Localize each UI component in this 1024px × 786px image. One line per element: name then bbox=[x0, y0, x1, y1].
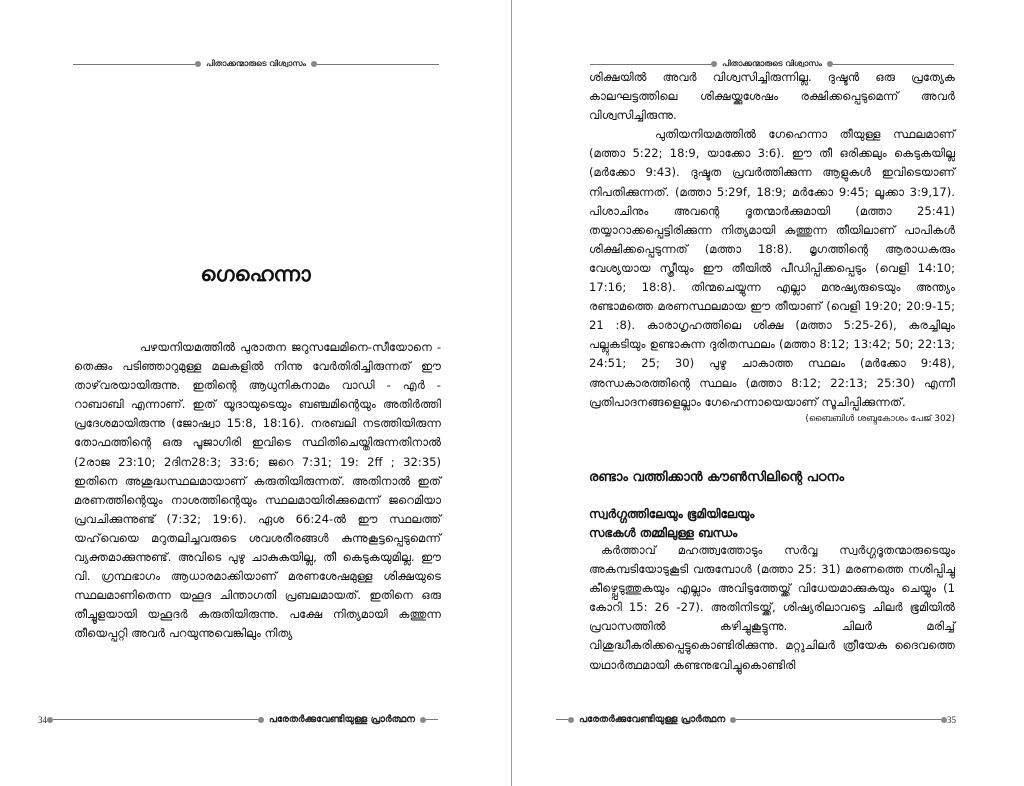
citation: (ബൈബിൾ ശബ്ദകോശം പേജ് 302) bbox=[805, 413, 955, 424]
running-footer bbox=[38, 714, 438, 725]
running-footer-text: പരേതർക്കുവേണ്ടിയുള്ള പ്രാർത്ഥന bbox=[579, 714, 726, 725]
body-text bbox=[589, 541, 955, 675]
footer-rule bbox=[53, 719, 258, 720]
paragraph: പഴയനിയമത്തിൽ പുരാതന ജറുസലേമിനെ-സീയോനെ - തെക്കും പടിഞ്ഞാറുമുള്ള മലകളിൽ നിന്നു വേർതിരിച്ചിരുന്നത് ഈ താഴ്‌വരയായിരുന്നു. ഇതിന്റെ ആധുനികനാമം വാഡി - എർ - റാബാബി എന്നാണ്. ഇത് യൂദായുടെയും ബഞ്ചമിന്റെയും അതിർത്തി പ്രദേശമായിരുന്നു (ജോഷ്വാ 15:8, 18:16). നരബലി നടത്തിയിരുന്ന തോഫത്തിന്റെ ഒരു പൂജാഗിരി ഇവിടെ സ്ഥിതിചെയ്തിരുന്നതിനാൽ (2രാജ 23:10; 2ദിന28:3; 33:6; ജറെ 7:31; 19: 2ff ; 32:35) ഇതിനെ അശുദ്ധസ്ഥലമായാണ് കരുതിയിരുന്നത്. അതിനാൽ ഇത് മരണത്തിന്റെയും നാശത്തിന്റെയും സ്ഥലമായിരിക്കുമെന്ന് ജറെമിയാ പ്രവചിക്കുന്നുണ്ട് (7:32; 19:6). ഏശ 66:24-ൽ ഈ സ്ഥലത്ത് യഹ്‌വെയെ മറുതലിച്ചവരുടെ ശവശരീരങ്ങൾ കുന്നുകൂട്ടപ്പെടുമെന്ന് വ്യക്തമാക്കുന്നുണ്ട്. അവിടെ പുഴു ചാകുകയില്ല, തീ കെടുകയുമില്ല. ഈ വി. ഗ്രന്ഥഭാഗം ആധാരമാക്കിയാണ് മരണശേഷമുള്ള ശിക്ഷയുടെ സ്ഥലമാണിതെന്ന യഹൂദ ചിന്താഗതി പ്രബലമായത്. ഇതിനെ ഒരു തീച്ചൂളയായി യഹൂദർ കരുതിയിരുന്നു. പക്ഷേ നിത്യമായി കത്തുന്ന തീയെപ്പറ്റി അവർ പറയുന്നുവെങ്കിലും നിത്യ bbox=[74, 340, 441, 641]
paragraph: പുതിയനിയമത്തിൽ ഗേഹെന്നാ തീയുള്ള സ്ഥലമാണ് (മത്താ 5:22; 18:9, യാക്കോ 3:6). ഈ തീ ഒരിക്കലും കെടുകയില്ല (മർക്കോ 9:43). ദുഷ്ടത പ്രവർത്തിക്കുന്ന ആളുകൾ ഇവിടെയാണ് നിപതിക്കുന്നത്. (മത്താ 5:29f, 18:9; മർക്കോ 9:45; ലൂക്കാ 3:9,17). പിശാചിനും അവന്റെ ദൂതന്മാർക്കുമായി (മത്താ 25:41) തയ്യാറാക്കപ്പെട്ടിരിക്കുന്ന നിത്യമായി കത്തുന്ന തീയിലാണ് പാപികൾ ശിക്ഷിക്കപ്പെടുന്നത് (മത്താ 18:8). മൃഗത്തിന്റെ ആരാധകരും വേശ്യയായ സ്ത്രീയും ഈ തീയിൽ പീഡിപ്പിക്കപ്പെടും (വെളി 14:10; 17:16; 18:8). തിന്മചെയ്യുന്ന എല്ലാ മനുഷ്യരുടെയും അന്ത്യം രണ്ടാമത്തെ മരണസ്ഥലമായ ഈ തീയാണ് (വെളി 19:20; 20:9-15; 21 :8). കാരാഗൃഹത്തിലെ ശിക്ഷ (മത്താ 5:25-26), കരച്ചിലും പല്ലുകടിയും ഉണ്ടാകുന്ന ദുരിതസ്ഥലം (മത്താ 8:12; 13:42; 50; 22:13; 24:51; 25; 30) പുഴു ചാകാത്ത സ്ഥലം (മർക്കോ 9:48), അന്ധകാരത്തിന്റെ സ്ഥലം (മത്താ 8:12; 22:13; 25:30) എന്നീ പ്രതിപാദനങ്ങളെല്ലാം ഗേഹെന്നായെയാണ് സൂചിപ്പിക്കുന്നത്. bbox=[589, 127, 955, 409]
header-rule bbox=[317, 64, 439, 65]
left-page bbox=[0, 0, 511, 786]
header-rule bbox=[590, 64, 711, 65]
paragraph: കർത്താവ് മഹത്ത്വത്തോടും സർവ്വ സ്വർഗ്ഗദൂതന്മാരുടെയും അകമ്പടിയോടുകൂടി വരുമ്പോൾ (മത്താ 25: 31) മരണത്തെ നശിപ്പിച്ചു കീഴ്പ്പെടുത്തുകയും എല്ലാം അവിടുത്തേയ്ക്ക് വിധേയമാക്കുകയും ചെയ്യും (1 കോറി 15: 26 -27). അതിനിടയ്ക്ക്, ശിഷ്യരിലാവട്ടെ ചിലർ ഭൂമിയിൽ പ്രവാസത്തിൽ കഴിച്ചുകൂട്ടുന്നു. ചിലർ മരിച്ച് വിശുദ്ധീകരിക്കപ്പെട്ടുകൊണ്ടിരിക്കുന്നു. മറ്റുചിലർ ത്രീയേക ദൈവത്തെ യഥാർത്ഥമായി കണ്ടനുഭവിച്ചുകൊണ്ടിരി bbox=[589, 543, 955, 672]
paragraph: ശിക്ഷയിൽ അവർ വിശ്വസിച്ചിരുന്നില്ല. ദുഷ്ടൻ ഒരു പ്രത്യേക കാലഘട്ടത്തിലെ ശിക്ഷയ്ക്കുശേഷം രക്ഷിക്കപ്പെടുമെന്ന് അവർ വിശ്വസിച്ചിരുന്നു. bbox=[589, 70, 955, 123]
footer-rule bbox=[736, 719, 941, 720]
sub-title bbox=[589, 505, 754, 543]
chapter-title: ഗെഹെന്നാ bbox=[200, 262, 311, 286]
running-footer-text: പരേതർക്കുവേണ്ടിയുള്ള പ്രാർത്ഥന bbox=[268, 714, 415, 725]
footer-rule bbox=[426, 719, 438, 720]
sub-title-line: സഭകൾ തമ്മിലുള്ള ബന്ധം bbox=[589, 526, 738, 540]
header-rule bbox=[833, 64, 954, 65]
sub-title-line: സ്വർഗ്ഗത്തിലേയും ഭൂമിയിലേയും bbox=[589, 507, 755, 521]
right-page bbox=[512, 0, 1023, 786]
running-header bbox=[73, 59, 439, 69]
page-number: 34 bbox=[38, 714, 47, 725]
header-rule bbox=[73, 64, 195, 65]
running-header-text: പിതാക്കന്മാരുടെ വിശ്വാസം bbox=[722, 59, 822, 68]
body-text bbox=[589, 68, 955, 426]
body-text bbox=[74, 338, 441, 644]
page-number: 35 bbox=[947, 714, 956, 725]
section-title: രണ്ടാം വത്തിക്കാൻ കൗൺസിലിന്റെ പഠനം bbox=[589, 470, 845, 485]
footer-rule bbox=[556, 719, 568, 720]
running-footer bbox=[556, 714, 956, 725]
running-header-text: പിതാക്കന്മാരുടെ വിശ്വാസം bbox=[206, 59, 306, 68]
